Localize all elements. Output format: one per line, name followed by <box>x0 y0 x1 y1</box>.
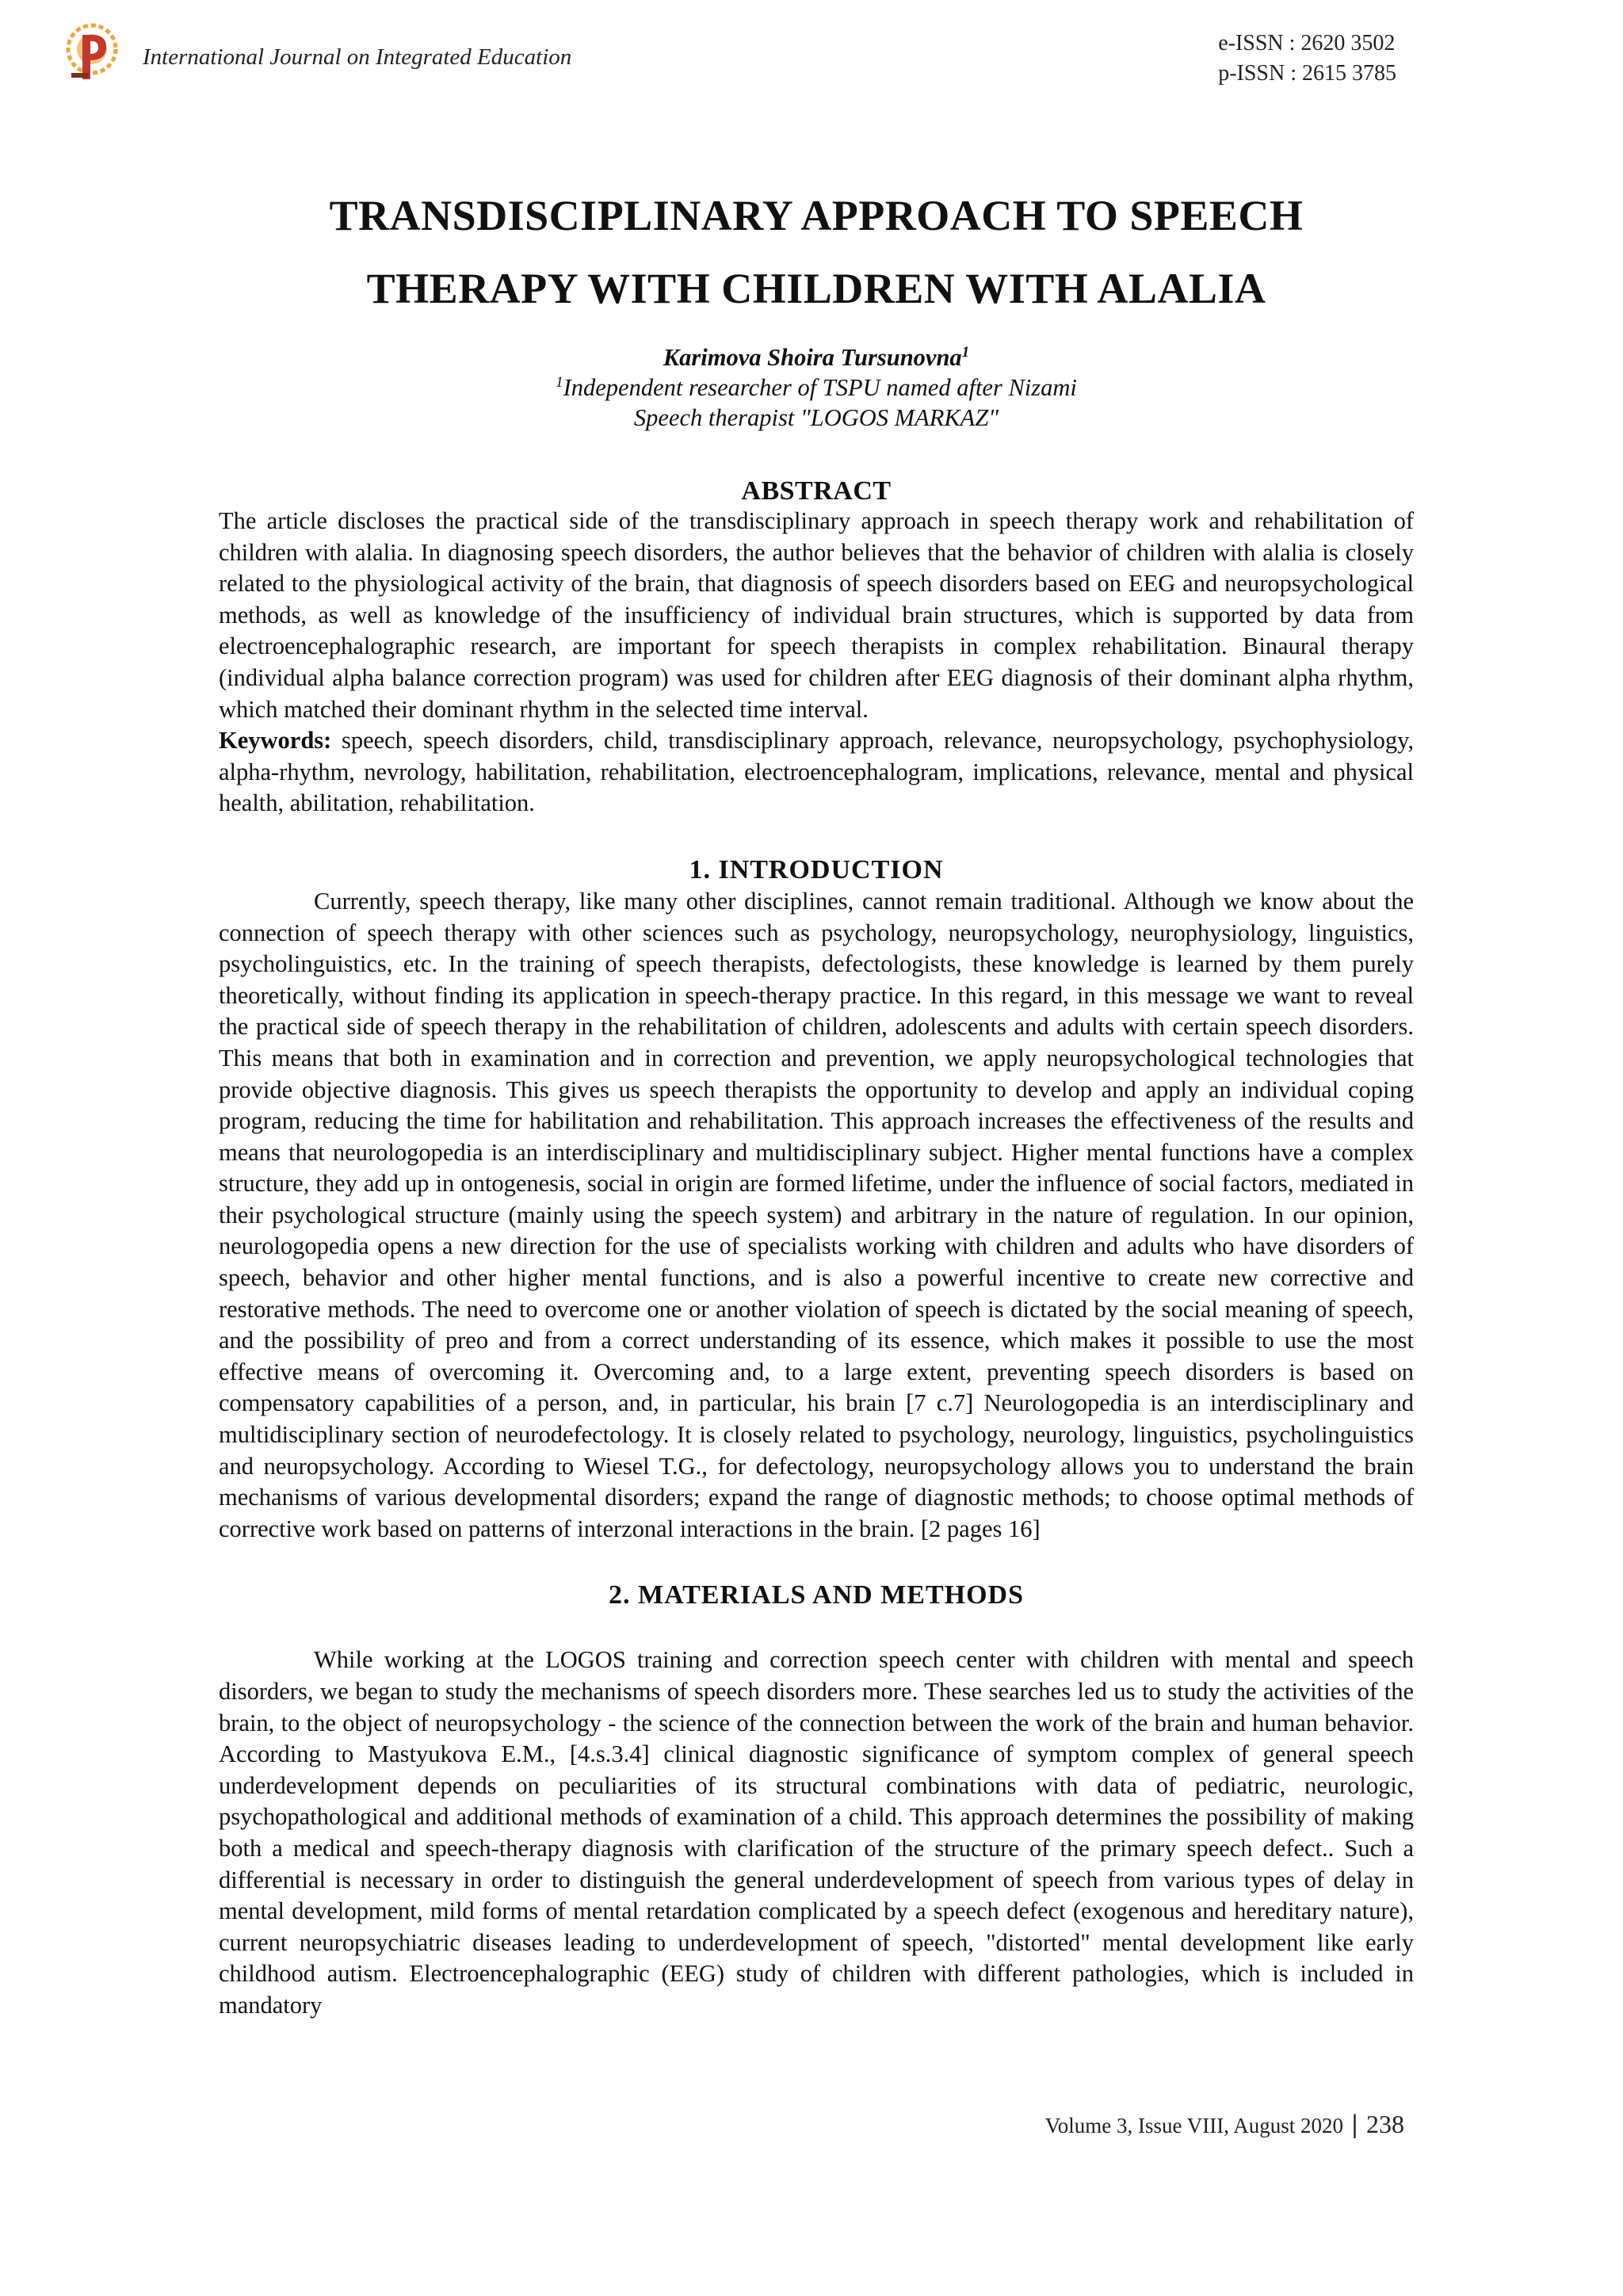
title-line-2: THERAPY WITH CHILDREN WITH ALALIA <box>366 265 1266 312</box>
article-body <box>219 179 1414 2022</box>
journal-name: International Journal on Integrated Education <box>143 44 572 70</box>
issn-block <box>1218 29 1396 89</box>
article-title <box>219 179 1414 325</box>
keywords <box>219 725 1414 819</box>
affiliation-1-text: Independent researcher of TSPU named after Nizami <box>563 374 1077 401</box>
page-number: 238 <box>1366 2110 1404 2138</box>
volume-info: Volume 3, Issue VIII, August 2020 <box>1044 2114 1343 2137</box>
affiliation-1 <box>219 372 1414 403</box>
author-text: Karimova Shoira Tursunovna <box>663 344 962 371</box>
eissn: e-ISSN : 2620 3502 <box>1218 31 1396 55</box>
title-line-1: TRANSDISCIPLINARY APPROACH TO SPEECH <box>329 192 1304 239</box>
abstract-heading: ABSTRACT <box>741 476 892 506</box>
section-2-text: While working at the LOGOS training and correction speech center with children with mental and speech disorders, we began to study the mechanisms of speech disorders more. These searches led us to study the activities of the brain, to the object of neuropsychology - the science of the connection between the work of the brain and human behavior. According to Mastyukova E.M., [4.s.3.4] clinical diagnostic significance of symptom complex of general speech underdevelopment depends on peculiarities of its structural combinations with data of pediatric, neurologic, psychopathological and additional methods of examination of a child. This approach determines the possibility of making both a medical and speech-therapy diagnosis with clarification of the structure of the primary speech defect.. Such a differential is necessary in order to distinguish the general underdevelopment of speech from various types of delay in mental development, mild forms of mental retardation complicated by a speech defect (exogenous and hereditary nature), current neuropsychiatric diseases leading to underdevelopment of speech, "distorted" mental development like early childhood autism. Electroencephalographic (EEG) study of children with different pathologies, which is included in mandatory <box>219 1646 1414 2019</box>
pissn: p-ISSN : 2615 3785 <box>1218 61 1396 86</box>
keywords-text: speech, speech disorders, child, transdisciplinary approach, relevance, neuropsychology, psychophysiology, alpha-rhythm, nevrology, habilitation, rehabilitation, electroencephalogram, implications, relevance, mental and physical health, abilitation, rehabilitation. <box>219 727 1415 817</box>
section-1-heading: 1. INTRODUCTION <box>689 854 944 884</box>
section-1-text: Currently, speech therapy, like many other disciplines, cannot remain traditional. Although we know about the connection of speech therapy with other sciences such as psychology, neuropsychology, neurophysiology, linguistics, psycholinguistics, etc. In the training of speech therapists, defectologists, these knowledge is learned by them purely theoretically, without finding its application in speech-therapy practice. In this regard, in this message we want to reveal the practical side of speech therapy in the rehabilitation of children, adolescents and adults with certain speech disorders. This means that both in examination and in correction and prevention, we apply neuropsychological technologies that provide objective diagnosis. This gives us speech therapists the opportunity to develop and apply an individual coping program, reducing the time for habilitation and rehabilitation. This approach increases the effectiveness of the results and means that neurologopedia is an interdisciplinary and multidisciplinary subject. Higher mental functions have a complex structure, they add up in ontogenesis, social in origin are formed lifetime, under the influence of social factors, mediated in their psychological structure (mainly using the speech system) and arbitrary in the nature of regulation. In our opinion, neurologopedia opens a new direction for the use of specialists working with children and adults who have disorders of speech, behavior and other higher mental functions, and is also a powerful incentive to create new corrective and restorative methods. The need to overcome one or another violation of speech is dictated by the social meaning of speech, and the possibility of preo and from a correct understanding of its essence, which makes it possible to use the most effective means of overcoming it. Overcoming and, to a large extent, preventing speech disorders is based on compensatory capabilities of a person, and, in particular, his brain [7 c.7] Neurologopedia is an interdisciplinary and multidisciplinary section of neurodefectology. It is closely related to psychology, neurology, linguistics, psycholinguistics and neuropsychology. According to Wiesel T.G., for defectology, neuropsychology allows you to understand the brain mechanisms of various developmental disorders; expand the range of diagnostic methods; to choose optimal methods of corrective work based on patterns of interzonal interactions in the brain. [2 pages 16] <box>219 887 1414 1542</box>
author-name <box>219 342 1414 372</box>
section-2-heading: 2. MATERIALS AND METHODS <box>609 1580 1024 1610</box>
page-footer <box>1045 2110 1404 2140</box>
author-sup: 1 <box>961 343 970 361</box>
abstract-text: The article discloses the practical side of the transdisciplinary approach in speech therapy work and rehabilitation of children with alalia. In diagnosing speech disorders, the author believes that the behavior of children with alalia is closely related to the physiological activity of the brain, that diagnosis of speech disorders based on EEG and neuropsychological methods, as well as knowledge of the insufficiency of individual brain structures, which is supported by data from electroencephalographic research, are important for speech therapists in complex rehabilitation. Binaural therapy (individual alpha balance correction program) was used for children after EEG diagnosis of their dominant alpha rhythm, which matched their dominant rhythm in the selected time interval. <box>219 507 1414 723</box>
page-header <box>0 0 1623 119</box>
footer-separator: | <box>1351 2110 1358 2139</box>
affiliation-sup: 1 <box>556 373 563 391</box>
journal-logo-icon <box>65 21 120 87</box>
keywords-label: Keywords: <box>219 727 332 755</box>
affiliation-2: Speech therapist "LOGOS MARKAZ" <box>633 404 999 431</box>
